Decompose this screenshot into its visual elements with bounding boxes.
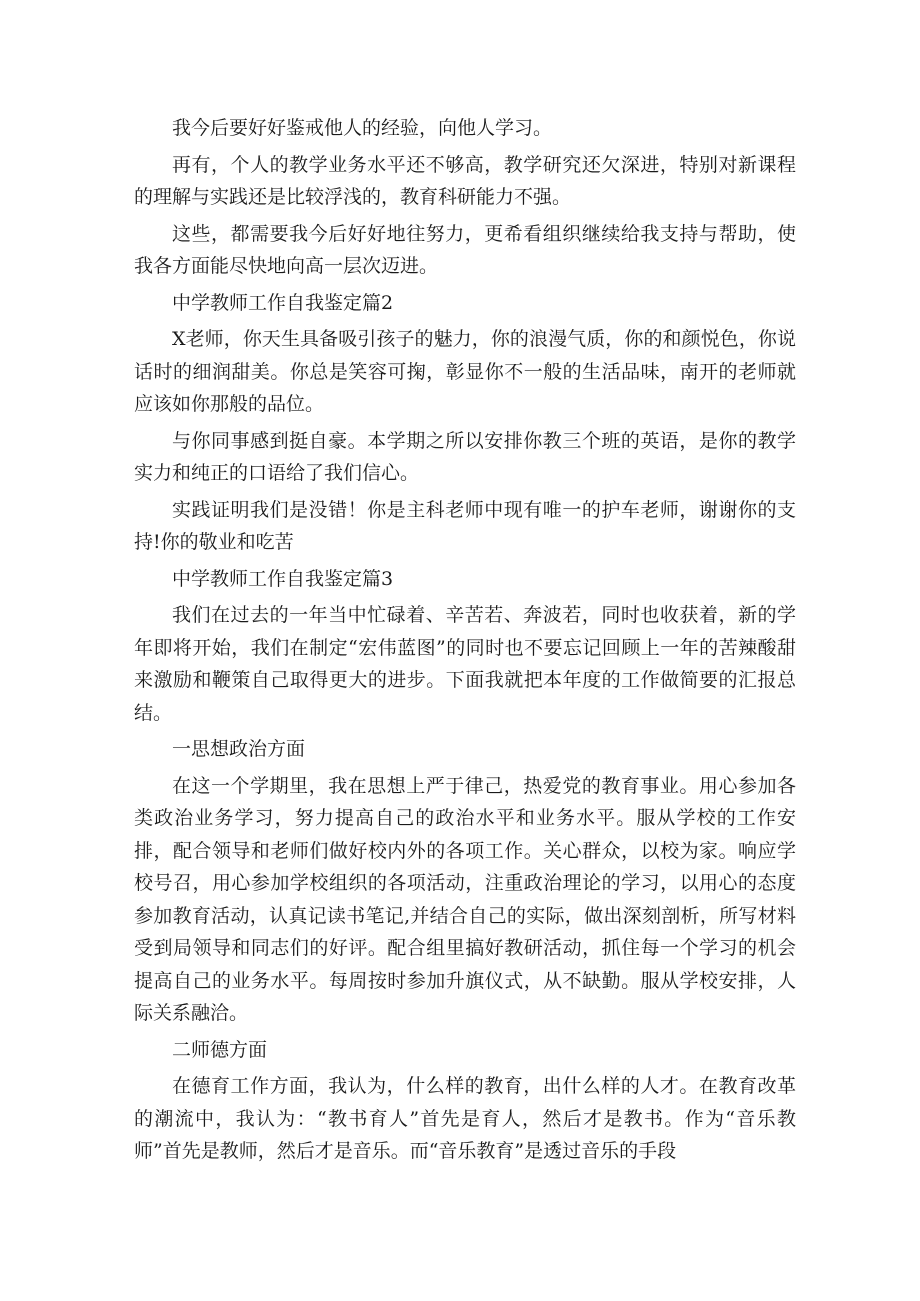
paragraph-teacher-ethics: 在德育工作方面，我认为，什么样的教育，出什么样的人才。在教育改革的潮流中，我认为：“教书育人”首先是育人，然后才是教书。作为“音乐教师”首先是教师，然后才是音乐。而“音乐教育”是透过音乐的手段: [134, 1075, 796, 1162]
paragraph-future-effort: 这些，都需要我今后好好地往努力，更希看组织继续给我支持与帮助，使我各方面能尽快地向高一层次迈进。: [134, 222, 796, 277]
paragraph-teacher-charm: X老师，你天生具备吸引孩子的魅力，你的浪漫气质，你的和颜悦色，你说话时的细润甜美。你总是笑容可掬，彰显你不一般的生活品味，南开的老师就应该如你那般的品位。: [134, 328, 796, 415]
subheading-political-thought: 一思想政治方面: [172, 738, 306, 760]
paragraph-political-thought: 在这一个学期里，我在思想上严于律己，热爱党的教育事业。用心参加各类政治业务学习，努力提高自己的政治水平和业务水平。服从学校的工作安排，配合领导和老师们做好校内外的各项工作。关心群众，以校为家。响应学校号召，用心参加学校组织的各项活动，注重政治理论的学习，以用心的态度参加教育活动，认真记读书笔记,并结合自己的实际，做出深刻剖析，所写材料受到局领导和同志们的好评。配合组里搞好教研活动，抓住每一个学习的机会提高自己的业务水平。每周按时参加升旗仪式，从不缺勤。服从学校安排，人际关系融洽。: [134, 774, 796, 1024]
section-heading-part-3: 中学教师工作自我鉴定篇3: [172, 567, 394, 590]
paragraph-colleague-pride: 与你同事感到挺自豪。本学期之所以安排你教三个班的英语，是你的教学实力和纯正的口语给了我们信心。: [134, 429, 796, 484]
subheading-teacher-ethics: 二师德方面: [172, 1038, 268, 1061]
paragraph-year-review: 我们在过去的一年当中忙碌着、辛苦若、奔波若，同时也收获着，新的学年即将开始，我们在制定“宏伟蓝图”的同时也不要忘记回顾上一年的苦辣酸甜来激励和鞭策自己取得更大的进步。下面我就把本年度的工作做简要的汇报总结。: [134, 604, 796, 724]
document-page: [134, 112, 796, 1172]
section-heading-part-2: 中学教师工作自我鉴定篇2: [172, 291, 394, 314]
paragraph-learn-from-others: 我今后要好好鉴戒他人的经验，向他人学习。: [172, 117, 553, 139]
paragraph-teaching-level: 再有，个人的教学业务水平还不够高，教学研究还欠深进，特别对新课程的理解与实践还是比较浮浅的，教育科研能力不强。: [134, 153, 796, 208]
paragraph-practice-proves: 实践证明我们是没错！你是主科老师中现有唯一的护车老师，谢谢你的支持!你的敬业和吃苦: [134, 498, 796, 553]
